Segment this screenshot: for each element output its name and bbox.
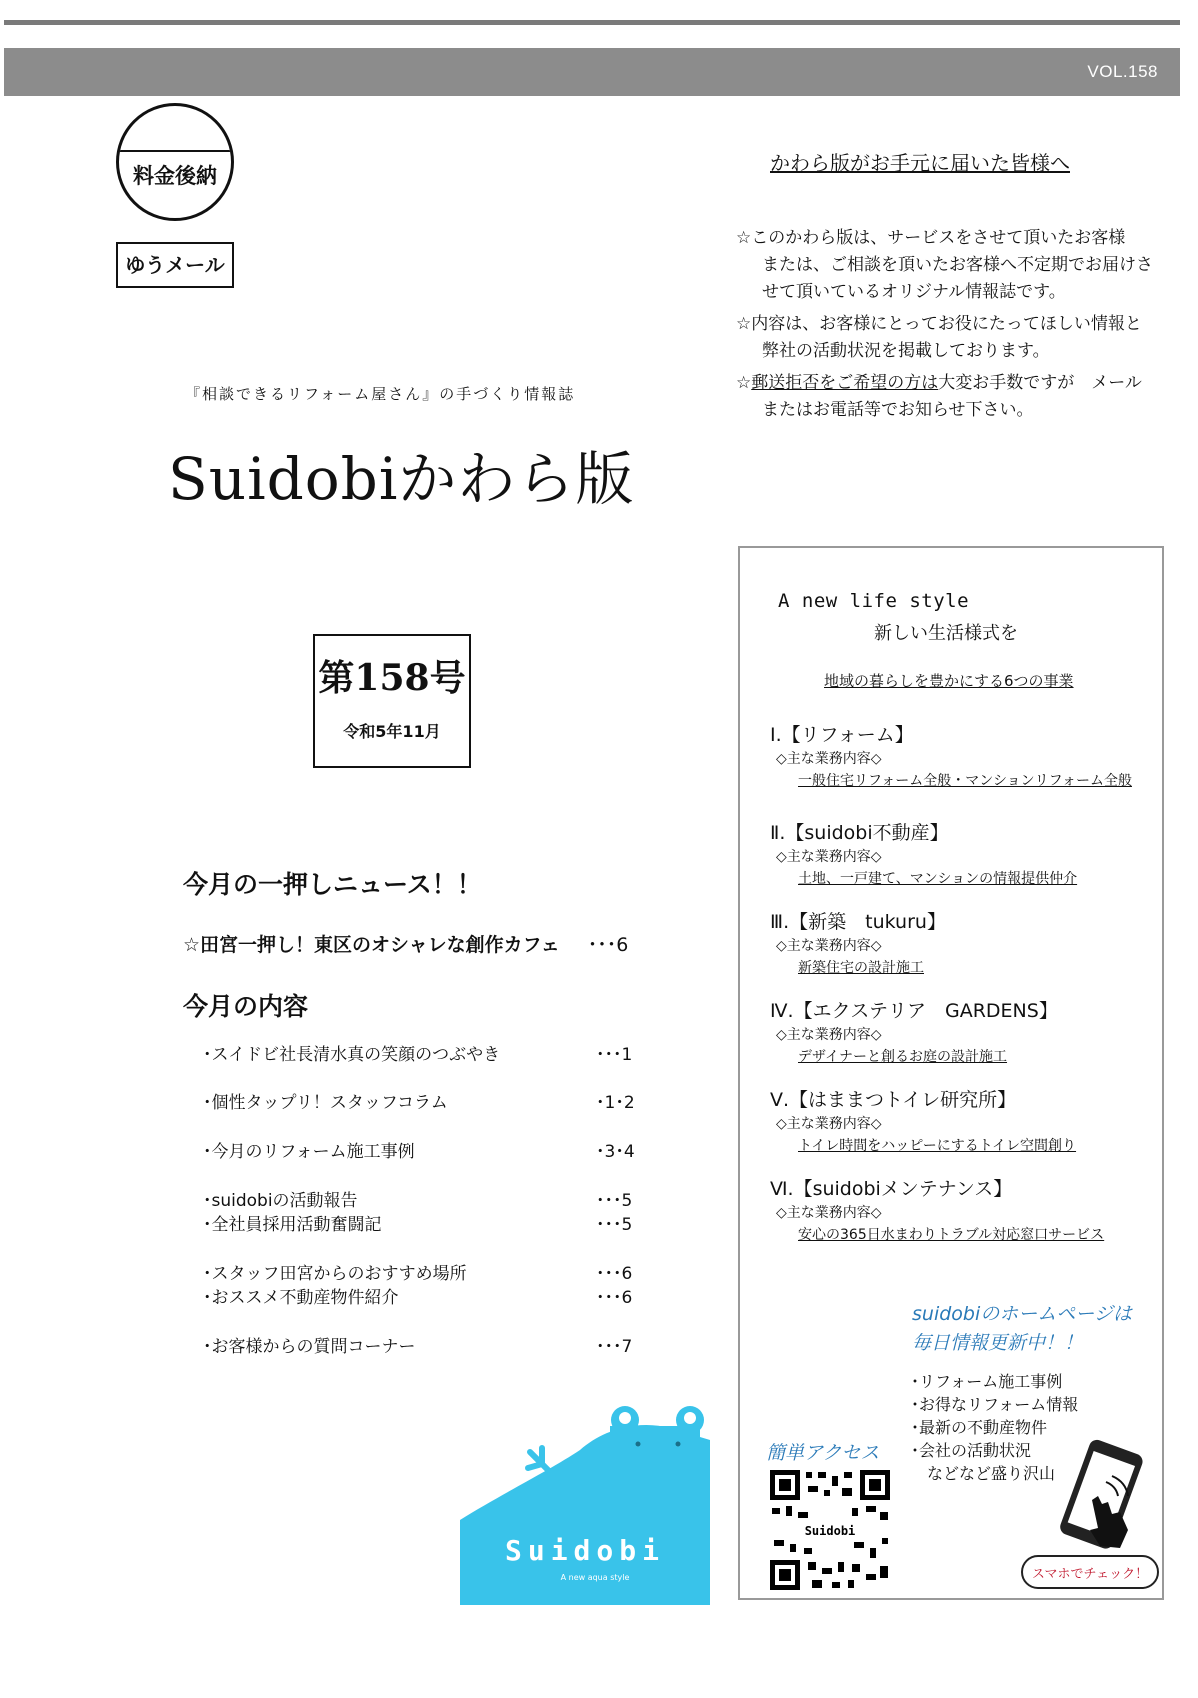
notice-text: 大変お手数ですが メールまたはお電話等でお知らせ下さい。 <box>762 373 1142 420</box>
homepage-line: 毎日情報更新中！！ <box>912 1332 1084 1354</box>
masthead-tagline: 『相談できるリフォーム屋さん』の手づくり情報誌 <box>185 385 576 403</box>
toc-label: ･今月のリフォーム施工事例 <box>203 1142 415 1162</box>
toc-label: ･お客様からの質問コーナー <box>203 1337 416 1357</box>
news-item-label: ☆田宮一押し！東区のオシャレな創作カフェ <box>183 934 560 956</box>
toc-page: ･･･6 <box>596 1264 633 1284</box>
homepage-notice <box>912 1300 1132 1358</box>
feature-item: ･リフォーム施工事例 <box>911 1372 1063 1391</box>
postage-fee-label: 料金後納 <box>133 164 217 188</box>
homepage-line: suidobiのホームページは <box>912 1303 1132 1325</box>
toc-page: ･･･6 <box>596 1288 633 1308</box>
business-desc: 土地、一戸建て、マンションの情報提供仲介 <box>798 871 1078 887</box>
business-panel <box>738 546 1164 1600</box>
business-desc: トイレ時間をハッピーにするトイレ空間創り <box>798 1138 1077 1154</box>
top-rule <box>4 20 1180 25</box>
toc-page: ･･･5 <box>596 1191 633 1211</box>
business-name: Ⅵ.【suidobiメンテナンス】 <box>770 1178 1013 1200</box>
toc-row <box>203 1210 653 1234</box>
notice-item: ☆このかわら版は、サービスをさせて頂いたお客様 または、ご相談を頂いたお客様へ不定期でお届けさせて頂いているオリジナル情報誌です。 <box>736 228 1153 302</box>
toc-heading: 今月の内容 <box>183 992 309 1021</box>
feature-item: ･会社の活動状況 <box>911 1441 1032 1460</box>
toc-label: ･全社員採用活動奮闘記 <box>203 1215 382 1235</box>
volume-number: VOL.158 <box>1087 62 1158 81</box>
issue-number: 第158号 <box>318 657 466 699</box>
logo-name: Suidobi <box>504 1534 666 1567</box>
toc-label: ･おススメ不動産物件紹介 <box>203 1288 399 1308</box>
toc-page: ･･･1 <box>596 1045 633 1065</box>
toc-page: ･･･7 <box>596 1337 633 1357</box>
issue-box <box>313 634 471 768</box>
business-desc: デザイナーと創るお庭の設計施工 <box>798 1049 1008 1065</box>
business-sub: ◇主な業務内容◇ <box>776 938 882 954</box>
qr-label: Suidobi <box>804 1524 856 1538</box>
lifestyle-jp: 新しい生活様式を <box>874 623 1018 644</box>
business-name: Ⅲ.【新築 tukuru】 <box>770 911 946 933</box>
business-name: Ⅳ.【エクステリア GARDENS】 <box>770 1000 1058 1022</box>
business-sub: ◇主な業務内容◇ <box>776 1116 882 1132</box>
news-item <box>183 930 628 957</box>
toc-label: ･suidobiの活動報告 <box>203 1191 358 1211</box>
toc-row <box>203 1088 653 1112</box>
business-sub: ◇主な業務内容◇ <box>776 751 882 767</box>
toc-row <box>203 1332 653 1356</box>
news-item-page: ･･･6 <box>587 934 629 956</box>
business-sub: ◇主な業務内容◇ <box>776 1205 882 1221</box>
toc-page: ･･･5 <box>596 1215 633 1235</box>
feature-item: ･お得なリフォーム情報 <box>911 1395 1079 1414</box>
business-name: Ⅰ.【リフォーム】 <box>770 724 914 746</box>
logo-tagline: A new aqua style <box>560 1573 630 1582</box>
business-sub: ◇主な業務内容◇ <box>776 1027 882 1043</box>
business-name: Ⅱ.【suidobi不動産】 <box>770 822 949 844</box>
toc-label: ･個性タップリ！スタッフコラム <box>203 1093 448 1113</box>
suidobi-mascot-logo <box>460 1400 710 1605</box>
feature-item: ･最新の不動産物件 <box>911 1418 1048 1437</box>
toc-label: ･スイドビ社長清水真の笑顔のつぶやき <box>203 1045 501 1065</box>
feature-item: などなど盛り沢山 <box>911 1464 1056 1483</box>
business-desc: 新築住宅の設計施工 <box>798 960 924 976</box>
masthead-title: Suidobiかわら版 <box>168 445 635 513</box>
toc-page: ･1･2 <box>596 1093 635 1113</box>
toc-row <box>203 1040 653 1064</box>
smartphone-check-icon <box>1020 1438 1160 1598</box>
easy-access-label: 簡単アクセス <box>766 1442 880 1464</box>
toc-row <box>203 1186 653 1210</box>
phone-check-label: スマホでチェック！ <box>1031 1567 1149 1582</box>
notice-item: ☆郵送拒否をご希望の方は大変お手数ですが メールまたはお電話等でお知らせ下さい。 <box>736 373 1142 420</box>
qr-code-icon[interactable] <box>768 1468 892 1592</box>
notice-underlined-text: 郵送拒否をご希望の方は <box>751 373 939 393</box>
postage-paid-stamp <box>116 103 234 221</box>
toc-page: ･3･4 <box>596 1142 635 1162</box>
toc-label: ･スタッフ田宮からのおすすめ場所 <box>203 1264 467 1284</box>
notice-item: ☆内容は、お客様にとってお役にたってほしい情報と弊社の活動状況を掲載しております。 <box>736 314 1142 361</box>
lifestyle-en: A new life style <box>778 590 970 612</box>
toc-row <box>203 1259 653 1283</box>
business-sub: ◇主な業務内容◇ <box>776 849 882 865</box>
business-desc: 安心の365日水まわりトラブル対応窓口サービス <box>798 1227 1105 1243</box>
notice-list <box>736 225 1156 429</box>
business-list-title: 地域の暮らしを豊かにする6つの事業 <box>824 672 1074 690</box>
greeting-title: かわら版がお手元に届いた皆様へ <box>770 151 1070 175</box>
yumail-stamp: ゆうメール <box>116 242 234 288</box>
business-desc: 一般住宅リフォーム全般・マンションリフォーム全般 <box>798 773 1132 789</box>
volume-header-bar <box>4 48 1180 96</box>
toc-row <box>203 1283 653 1307</box>
toc-row <box>203 1137 653 1161</box>
issue-date: 令和5年11月 <box>343 722 441 741</box>
business-name: Ⅴ.【はままつトイレ研究所】 <box>770 1089 1017 1111</box>
news-heading: 今月の一押しニュース！！ <box>183 870 482 899</box>
